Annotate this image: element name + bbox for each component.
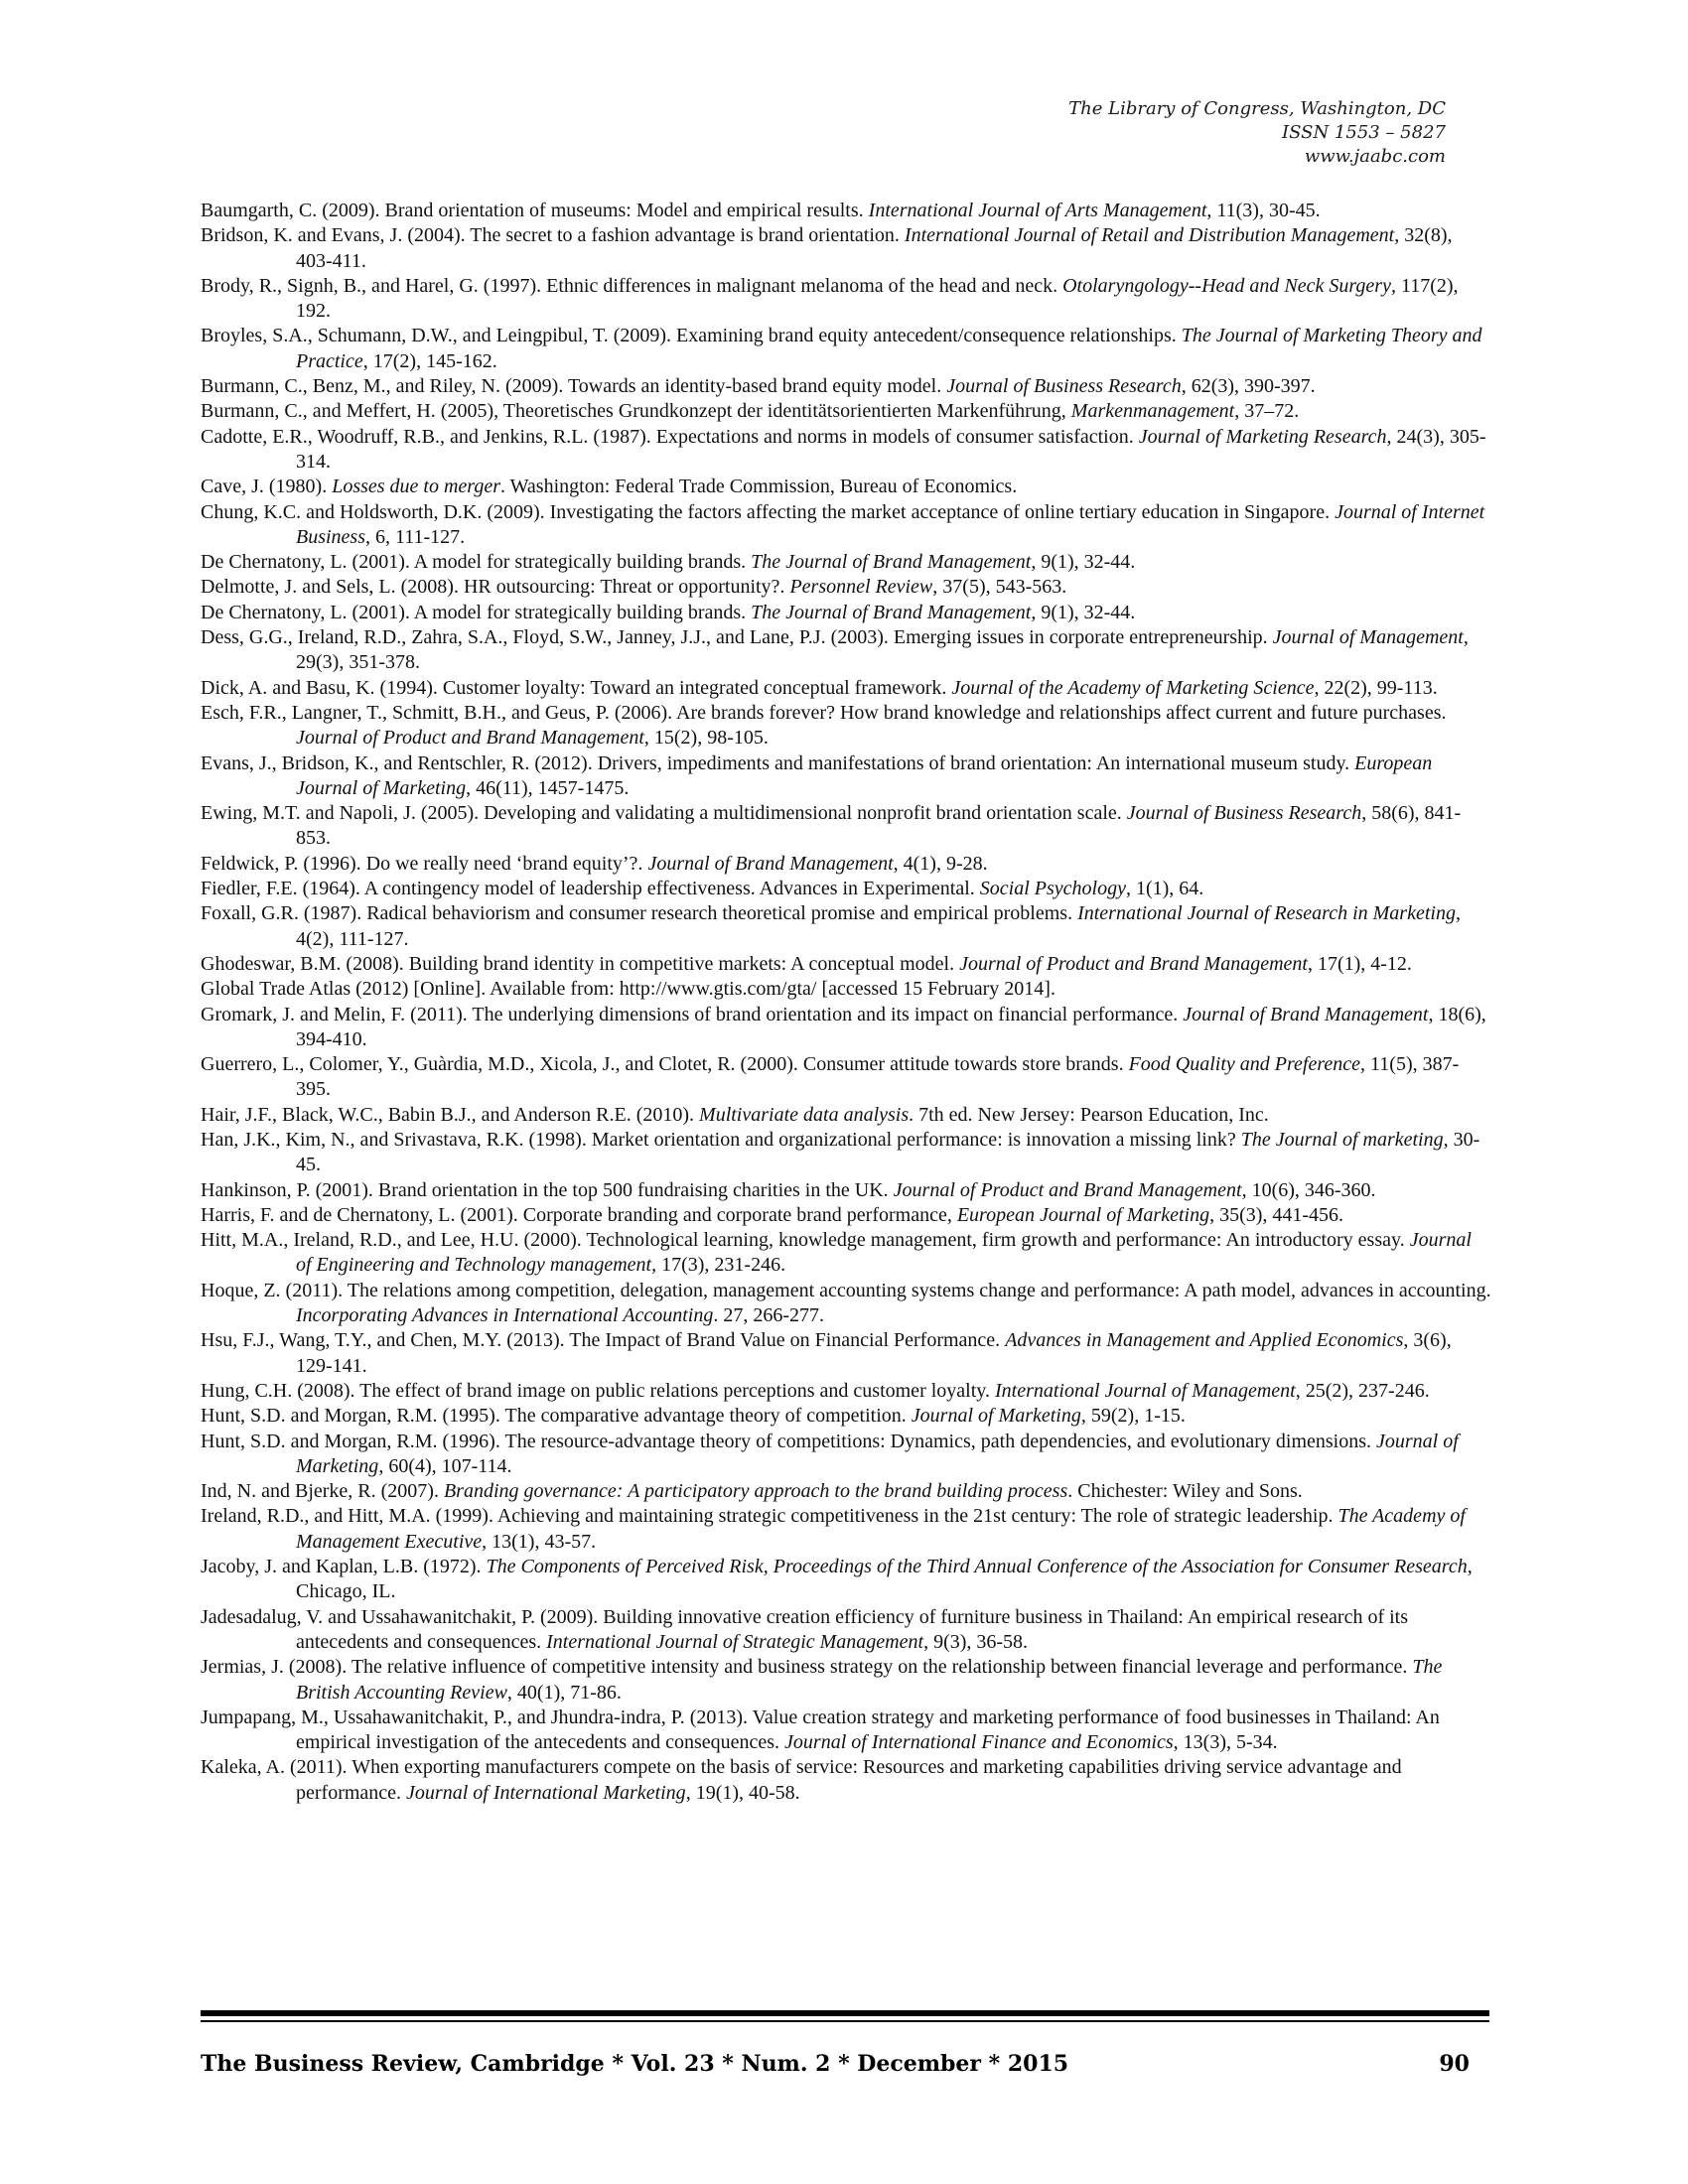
reference-source-title: Food Quality and Preference (1128, 1053, 1361, 1076)
reference-text: Gromark, J. and Melin, F. (2011). The underlying dimensions of brand orientation and its impact on financial performance. (201, 1003, 1184, 1025)
header-website-line: www.jaabc.com (1304, 146, 1446, 167)
reference-entry (201, 1228, 1491, 1279)
reference-entry (201, 1178, 1491, 1203)
reference-text: Jadesadalug, V. and Ussahawanitchakit, P. (2009). Building innovative creation efficiency of furniture business in Thailand: An empirical research of its antecedents and consequences. (201, 1605, 1408, 1653)
reference-entry (201, 475, 1491, 499)
reference-entry (201, 952, 1491, 977)
reference-entry (201, 374, 1491, 399)
reference-text: Foxall, G.R. (1987). Radical behaviorism and consumer research theoretical promise and empirical problems. (201, 902, 1078, 925)
reference-entry (201, 701, 1491, 751)
reference-text: Hair, J.F., Black, W.C., Babin B.J., and Anderson R.E. (2010). (201, 1103, 700, 1126)
reference-details: , 1(1), 64. (1125, 878, 1204, 900)
reference-entry (201, 1052, 1491, 1103)
reference-source-title: Journal of International Marketing (406, 1781, 686, 1804)
reference-details: , 3(6), 129-141. (296, 1329, 1452, 1377)
reference-details: , 11(3), 30-45. (1206, 200, 1321, 221)
reference-text: Ewing, M.T. and Napoli, J. (2005). Developing and validating a multidimensional nonprofit brand orientation scale. (201, 802, 1127, 825)
reference-details: , 59(2), 1-15. (1080, 1405, 1186, 1428)
reference-text: Jacoby, J. and Kaplan, L.B. (1972). (201, 1556, 487, 1578)
reference-source-title: Journal of International Finance and Economics (784, 1731, 1174, 1754)
reference-text: Esch, F.R., Langner, T., Schmitt, B.H., and Geus, P. (2006). Are brands forever? How brand knowledge and relationships affect current and future purchases. (201, 701, 1447, 724)
footer-rule-thin (201, 2020, 1489, 2022)
reference-source-title: Branding governance: A participatory approach to the brand building process (443, 1480, 1068, 1503)
reference-details: , 37(5), 543-563. (932, 576, 1067, 599)
reference-source-title: International Journal of Research in Marketing (1077, 902, 1456, 925)
reference-source-title: Journal of the Academy of Marketing Science (951, 676, 1315, 699)
reference-text: Cave, J. (1980). (201, 476, 333, 498)
reference-text: Evans, J., Bridson, K., and Rentschler, R. (2012). Drivers, impediments and manifestations of brand orientation: An international museum study. (201, 751, 1355, 774)
reference-details: . Chichester: Wiley and Sons. (1067, 1480, 1303, 1503)
footer-rule-thick (201, 2010, 1489, 2016)
reference-entry (201, 676, 1491, 701)
reference-source-title: The Journal of Brand Management (751, 601, 1032, 623)
reference-source-title: Journal of Marketing Research (1138, 425, 1387, 448)
reference-entry (201, 399, 1491, 424)
reference-entry (201, 977, 1491, 1002)
reference-text: Baumgarth, C. (2009). Brand orientation of museums: Model and empirical results. (201, 200, 869, 221)
reference-source-title: European Journal of Marketing (956, 1203, 1210, 1226)
reference-source-title: European Journal of Marketing (296, 751, 1433, 799)
reference-details: , 32(8), 403-411. (296, 224, 1453, 272)
reference-entry (201, 1328, 1491, 1379)
reference-source-title: Markenmanagement (1070, 400, 1235, 423)
reference-list (201, 199, 1491, 1806)
reference-entry (201, 801, 1491, 852)
reference-details: , 10(6), 346-360. (1241, 1178, 1376, 1201)
reference-text: Fiedler, F.E. (1964). A contingency model of leadership effectiveness. Advances in Experimental. (201, 878, 980, 900)
reference-source-title: Incorporating Advances in International Accounting (296, 1304, 714, 1327)
reference-source-title: Journal of Marketing (296, 1430, 1459, 1477)
reference-details: . Washington: Federal Trade Commission, Bureau of Economics. (500, 476, 1018, 498)
reference-entry (201, 1203, 1491, 1228)
reference-entry (201, 324, 1491, 374)
reference-details: , 19(1), 40-58. (685, 1781, 800, 1804)
reference-source-title: The Components of Perceived Risk, Proceedings of the Third Annual Conference of the Association for Consumer Research (486, 1556, 1468, 1578)
reference-entry (201, 1605, 1491, 1656)
reference-text: Kaleka, A. (2011). When exporting manufacturers compete on the basis of service: Resources and marketing capabilities driving service advantage and performance. (201, 1756, 1402, 1804)
reference-details: , 25(2), 237-246. (1295, 1379, 1430, 1402)
reference-details: , 4(2), 111-127. (296, 902, 1461, 950)
reference-entry (201, 751, 1491, 802)
reference-source-title: Social Psychology (979, 878, 1126, 900)
reference-entry (201, 223, 1491, 274)
reference-entry (201, 1706, 1491, 1756)
reference-text: De Chernatony, L. (2001). A model for strategically building brands. (201, 551, 752, 574)
reference-entry (201, 1479, 1491, 1504)
reference-text: Ind, N. and Bjerke, R. (2007). (201, 1480, 444, 1503)
reference-details: , 17(1), 4-12. (1307, 952, 1412, 975)
reference-source-title: Otolaryngology--Head and Neck Surgery (1062, 274, 1391, 297)
reference-source-title: Multivariate data analysis (699, 1103, 910, 1126)
reference-text: Feldwick, P. (1996). Do we really need ‘brand equity’?. (201, 852, 648, 875)
header-library-line: The Library of Congress, Washington, DC (1068, 98, 1446, 119)
reference-entry (201, 425, 1491, 476)
reference-source-title: Journal of Brand Management (1183, 1003, 1429, 1025)
reference-source-title: Journal of Marketing (911, 1405, 1081, 1428)
reference-details: , 15(2), 98-105. (643, 727, 769, 750)
reference-details: , 35(3), 441-456. (1209, 1203, 1344, 1226)
reference-details: . 27, 266-277. (713, 1304, 824, 1327)
reference-details: , 6, 111-127. (365, 525, 466, 548)
reference-text: Hung, C.H. (2008). The effect of brand image on public relations perceptions and customer loyalty. (201, 1379, 995, 1402)
reference-entry (201, 1379, 1491, 1404)
reference-details: , 17(3), 231-246. (651, 1254, 786, 1277)
reference-entry (201, 274, 1491, 325)
reference-text: Ireland, R.D., and Hitt, M.A. (1999). Achieving and maintaining strategic competitiveness in the 21st century: The role of strategic leadership. (201, 1505, 1338, 1528)
reference-details: , 30-45. (296, 1128, 1480, 1176)
reference-entry (201, 500, 1491, 551)
reference-source-title: The Academy of Management Executive (296, 1505, 1466, 1553)
reference-source-title: Journal of Management (1272, 626, 1464, 649)
reference-details: , 9(3), 36-58. (923, 1630, 1029, 1653)
reference-source-title: Journal of Brand Management (647, 852, 894, 875)
reference-text: Global Trade Atlas (2012) [Online]. Available from: http://www.gtis.com/gta/ [accessed 15 February 2014]. (201, 978, 1055, 1001)
reference-text: Cadotte, E.R., Woodruff, R.B., and Jenkins, R.L. (1987). Expectations and norms in models of consumer satisfaction. (201, 425, 1139, 448)
reference-text: Chung, K.C. and Holdsworth, D.K. (2009). Investigating the factors affecting the market acceptance of online tertiary education in Singapore. (201, 500, 1336, 523)
reference-entry (201, 1504, 1491, 1555)
reference-text: Jumpapang, M., Ussahawanitchakit, P., and Jhundra-indra, P. (2013). Value creation strategy and marketing performance of food businesses in Thailand: An empirical investigation of the antecedents and consequences. (201, 1706, 1440, 1754)
reference-source-title: Journal of Internet Business (296, 500, 1485, 548)
reference-text: Hunt, S.D. and Morgan, R.M. (1996). The resource-advantage theory of competitions: Dynamics, path dependencies, and evolutionary dimensions. (201, 1430, 1376, 1452)
reference-entry (201, 1404, 1491, 1429)
reference-source-title: Advances in Management and Applied Economics (1005, 1329, 1404, 1352)
reference-details: , 4(1), 9-28. (893, 852, 988, 875)
reference-entry (201, 852, 1491, 877)
reference-source-title: The Journal of Marketing Theory and Practice (296, 325, 1482, 372)
reference-source-title: The British Accounting Review (296, 1656, 1443, 1704)
reference-details: , 9(1), 32-44. (1031, 551, 1136, 574)
reference-source-title: Personnel Review (789, 576, 933, 599)
reference-entry (201, 601, 1491, 625)
reference-details: , 40(1), 71-86. (506, 1681, 622, 1704)
reference-details: , 117(2), 192. (296, 274, 1459, 323)
reference-text: Dick, A. and Basu, K. (1994). Customer loyalty: Toward an integrated conceptual framework. (201, 676, 952, 699)
reference-text: Hankinson, P. (2001). Brand orientation in the top 500 fundraising charities in the UK. (201, 1178, 894, 1201)
reference-source-title: Journal of Engineering and Technology management (296, 1229, 1472, 1277)
reference-text: Guerrero, L., Colomer, Y., Guàrdia, M.D., Xicola, J., and Clotet, R. (2000). Consumer attitude towards store brands. (201, 1053, 1129, 1076)
reference-entry (201, 901, 1491, 952)
reference-entry (201, 1279, 1491, 1329)
reference-details: , 13(3), 5-34. (1173, 1731, 1278, 1754)
reference-text: Burmann, C., and Meffert, H. (2005), Theoretisches Grundkonzept der identitätsorientierten Markenführung, (201, 400, 1071, 423)
reference-text: Delmotte, J. and Sels, L. (2008). HR outsourcing: Threat or opportunity?. (201, 576, 790, 599)
reference-text: Broyles, S.A., Schumann, D.W., and Leingpibul, T. (2009). Examining brand equity antecedent/consequence relationships. (201, 325, 1182, 347)
reference-source-title: The Journal of marketing (1240, 1128, 1444, 1151)
reference-text: Jermias, J. (2008). The relative influence of competitive intensity and business strategy on the relationship between financial leverage and performance. (201, 1656, 1413, 1679)
reference-source-title: Journal of Business Research (946, 375, 1182, 398)
reference-details: , 37–72. (1234, 400, 1300, 423)
reference-entry (201, 1003, 1491, 1053)
reference-entry (201, 1128, 1491, 1178)
page-header (751, 97, 1446, 169)
reference-details: , 22(2), 99-113. (1314, 676, 1438, 699)
reference-source-title: International Journal of Management (994, 1379, 1296, 1402)
reference-entry (201, 877, 1491, 901)
reference-text: Dess, G.G., Ireland, R.D., Zahra, S.A., Floyd, S.W., Janney, J.J., and Lane, P.J. (2003). Emerging issues in corporate entrepreneurship. (201, 626, 1273, 649)
reference-text: Hoque, Z. (2011). The relations among competition, delegation, management accounting systems change and performance: A path model, advances in accounting. (201, 1279, 1491, 1301)
reference-text: Bridson, K. and Evans, J. (2004). The secret to a fashion advantage is brand orientation. (201, 224, 905, 247)
reference-details: , 13(1), 43-57. (482, 1530, 597, 1553)
reference-entry (201, 1430, 1491, 1480)
reference-details: , 17(2), 145-162. (362, 349, 497, 372)
reference-entry (201, 550, 1491, 575)
reference-source-title: International Journal of Strategic Management (546, 1630, 924, 1653)
page-number: 90 (1439, 2051, 1470, 2077)
reference-text: Harris, F. and de Chernatony, L. (2001). Corporate branding and corporate brand performance, (201, 1203, 957, 1226)
reference-source-title: Losses due to merger (332, 476, 501, 498)
reference-text: De Chernatony, L. (2001). A model for strategically building brands. (201, 601, 752, 623)
reference-details: . 7th ed. New Jersey: Pearson Education, Inc. (909, 1103, 1269, 1126)
reference-text: Hunt, S.D. and Morgan, R.M. (1995). The comparative advantage theory of competition. (201, 1405, 912, 1428)
reference-source-title: International Journal of Arts Management (868, 200, 1207, 221)
reference-source-title: Journal of Product and Brand Management (893, 1178, 1242, 1201)
reference-source-title: Journal of Product and Brand Management (959, 952, 1308, 975)
reference-entry (201, 625, 1491, 676)
reference-details: , 58(6), 841-853. (296, 802, 1462, 850)
footer-journal-info: The Business Review, Cambridge * Vol. 23 * Num. 2 * December * 2015 (201, 2051, 1069, 2077)
reference-source-title: Journal of Business Research (1126, 802, 1362, 825)
reference-details: , 11(5), 387-395. (296, 1053, 1460, 1101)
reference-source-title: The Journal of Brand Management (751, 551, 1032, 574)
reference-entry (201, 575, 1491, 600)
reference-text: Hsu, F.J., Wang, T.Y., and Chen, M.Y. (2013). The Impact of Brand Value on Financial Performance. (201, 1329, 1006, 1352)
reference-details: , 62(3), 390-397. (1181, 375, 1316, 398)
reference-text: Burmann, C., Benz, M., and Riley, N. (2009). Towards an identity-based brand equity model. (201, 375, 947, 398)
reference-entry (201, 199, 1491, 223)
reference-entry (201, 1103, 1491, 1128)
reference-source-title: International Journal of Retail and Distribution Management (904, 224, 1395, 247)
reference-source-title: Journal of Product and Brand Management (296, 727, 644, 750)
reference-text: Han, J.K., Kim, N., and Srivastava, R.K. (1998). Market orientation and organizational performance: is innovation a missing link? (201, 1128, 1241, 1151)
header-issn-line: ISSN 1553 – 5827 (1282, 122, 1446, 143)
reference-details: , 60(4), 107-114. (378, 1454, 512, 1477)
reference-details: , Chicago, IL. (296, 1556, 1473, 1603)
reference-details: , 9(1), 32-44. (1031, 601, 1136, 623)
reference-entry (201, 1655, 1491, 1706)
reference-details: , 18(6), 394-410. (296, 1003, 1486, 1050)
reference-text: Ghodeswar, B.M. (2008). Building brand identity in competitive markets: A conceptual model. (201, 952, 960, 975)
reference-entry (201, 1755, 1491, 1806)
reference-details: , 24(3), 305-314. (296, 425, 1486, 473)
reference-details: , 46(11), 1457-1475. (466, 776, 630, 799)
reference-text: Brody, R., Signh, B., and Harel, G. (1997). Ethnic differences in malignant melanoma of the head and neck. (201, 274, 1063, 297)
reference-details: , 29(3), 351-378. (296, 626, 1469, 674)
reference-text: Hitt, M.A., Ireland, R.D., and Lee, H.U. (2000). Technological learning, knowledge management, firm growth and performance: An introductory essay. (201, 1229, 1410, 1252)
reference-entry (201, 1555, 1491, 1605)
